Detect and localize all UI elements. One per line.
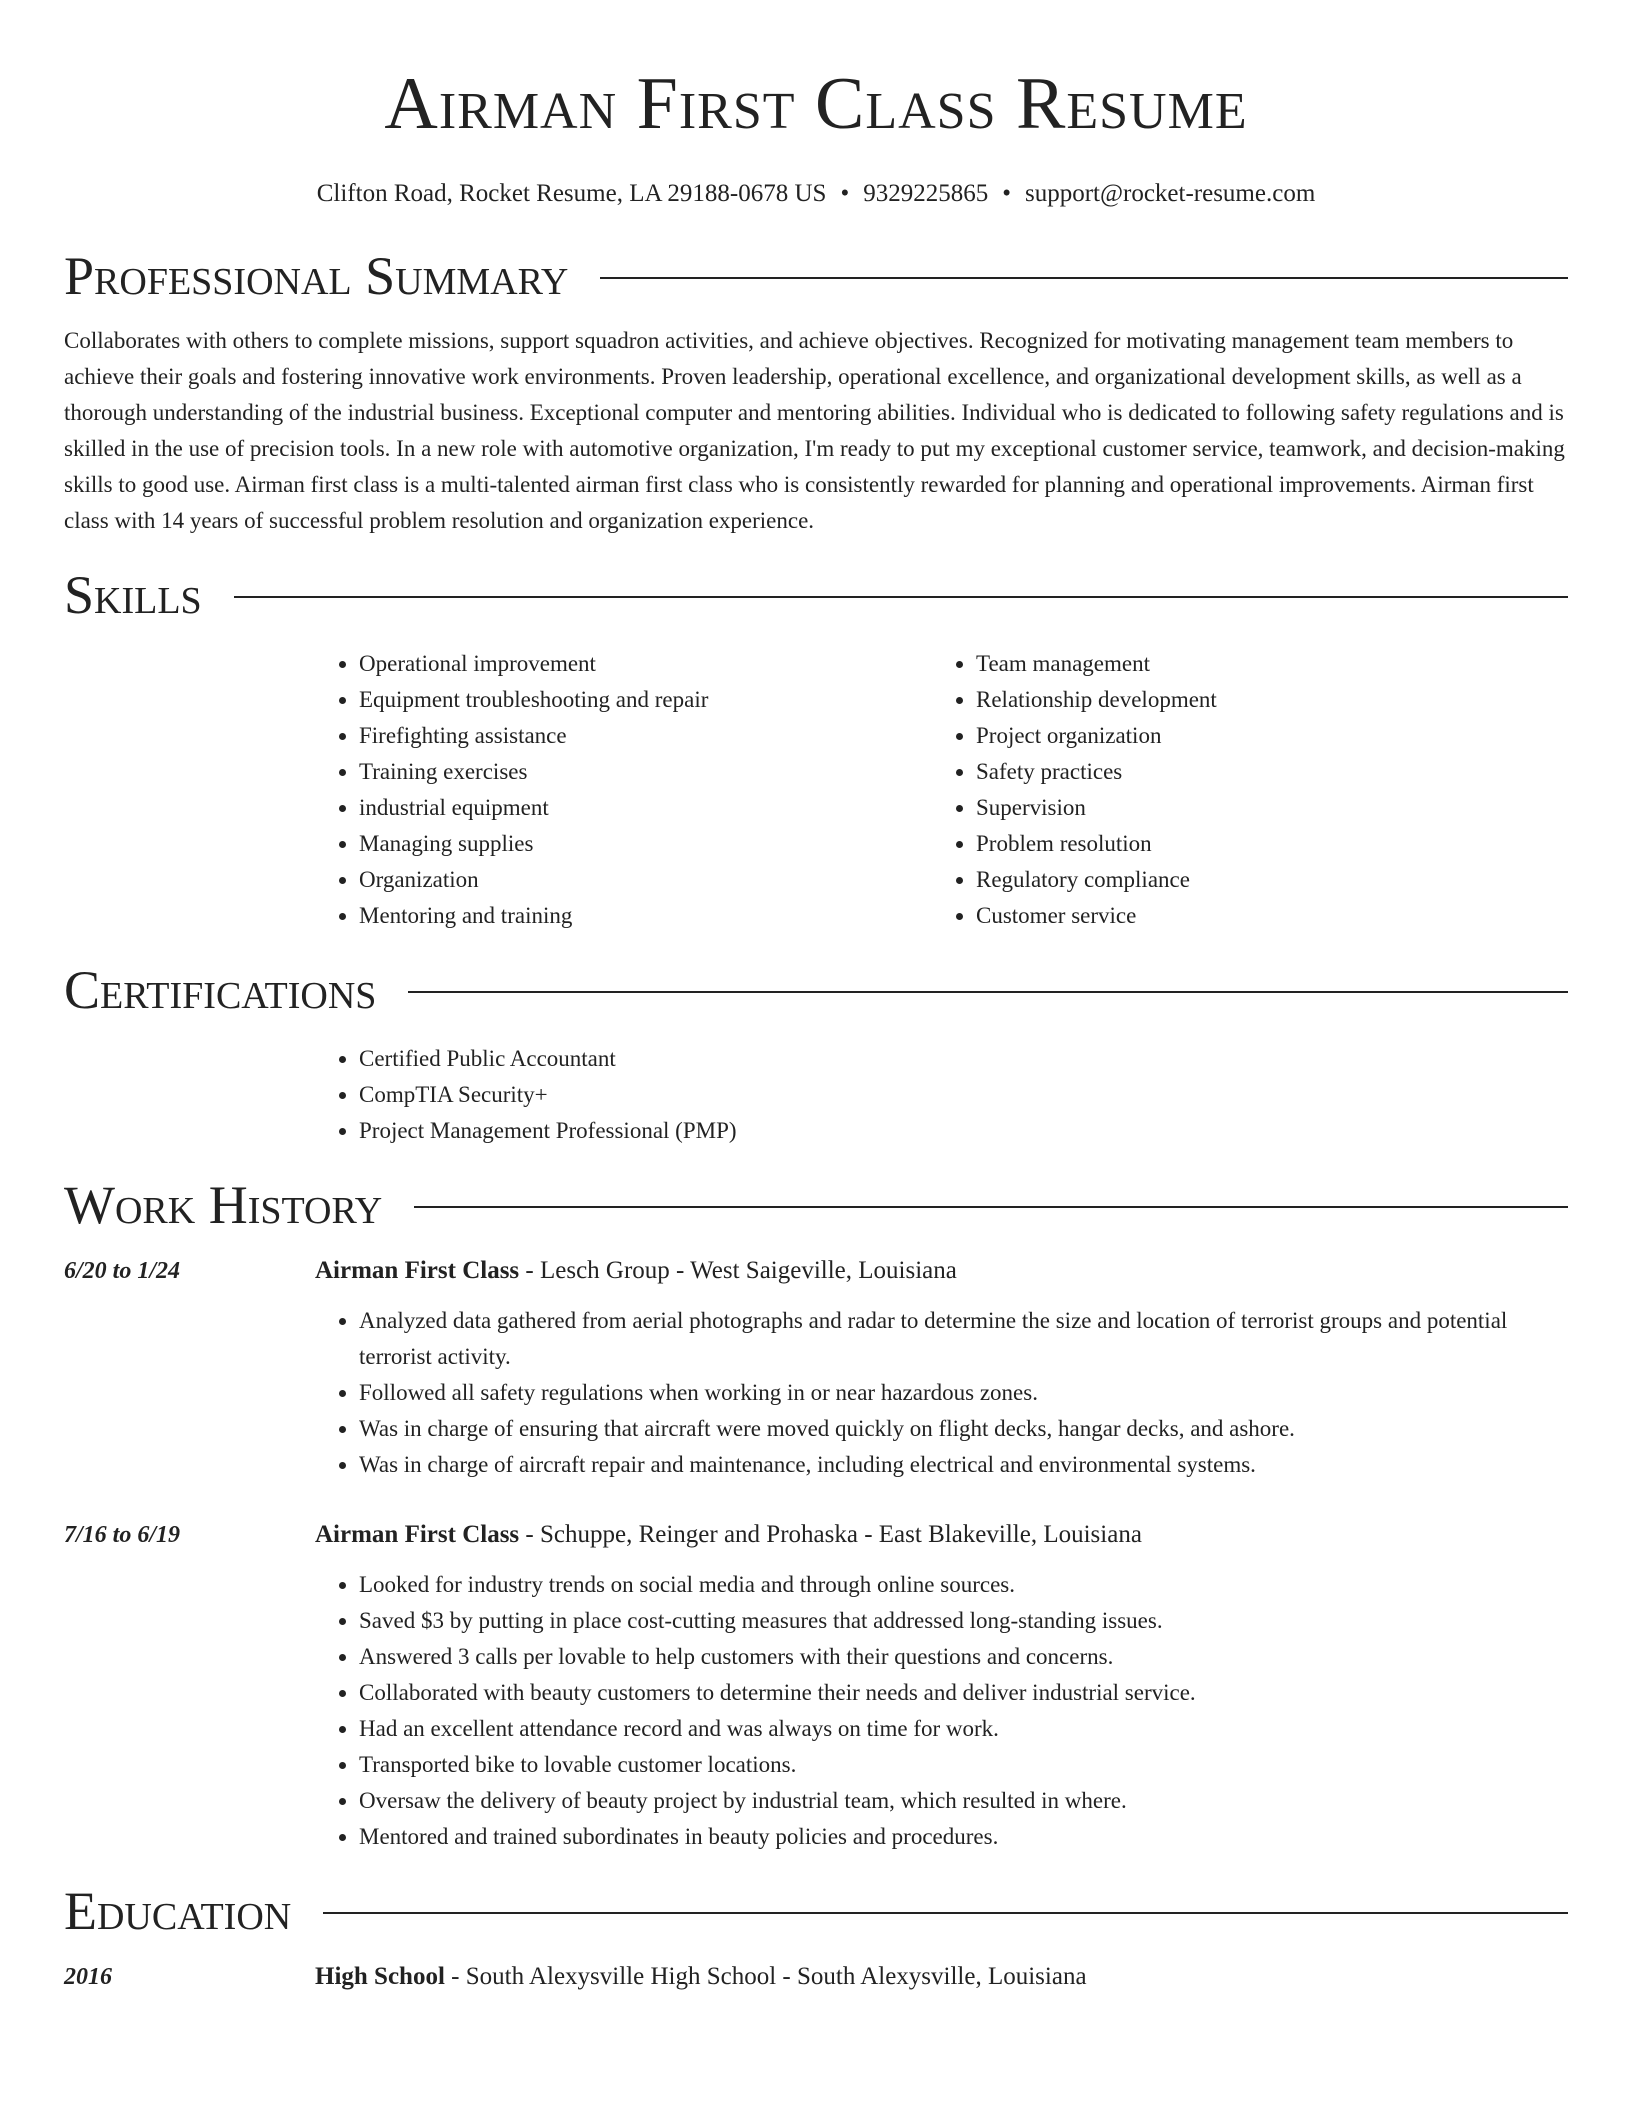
skill-item: • Safety practices bbox=[976, 754, 1549, 790]
education-degree: High School bbox=[315, 1963, 445, 1990]
job-entry bbox=[64, 1253, 1568, 1483]
job-duties-list bbox=[315, 1303, 1568, 1483]
section-divider bbox=[414, 1206, 1568, 1208]
job-entry bbox=[64, 1517, 1568, 1855]
skill-item: • Project organization bbox=[976, 718, 1549, 754]
certifications-list bbox=[315, 1041, 1568, 1149]
education-entry bbox=[64, 1959, 1568, 1995]
skill-item: • Supervision bbox=[976, 790, 1549, 826]
job-title-line bbox=[315, 1253, 1568, 1289]
skills-list bbox=[315, 646, 1568, 934]
skill-item: • Organization bbox=[359, 862, 932, 898]
job-duty: • Had an excellent attendance record and was always on time for work. bbox=[359, 1711, 1568, 1747]
job-title: Airman First Class bbox=[315, 1521, 520, 1548]
certifications-heading: Certifications bbox=[64, 960, 377, 1020]
education-heading: Education bbox=[64, 1881, 292, 1941]
section-divider bbox=[600, 277, 1568, 279]
education-school-location: - South Alexysville High School - South Alexysville, Louisiana bbox=[444, 1963, 1087, 1990]
contact-address: Clifton Road, Rocket Resume, LA 29188-0678 US bbox=[316, 180, 827, 207]
certification-item: • Certified Public Accountant bbox=[359, 1041, 1568, 1077]
skill-item: • Managing supplies bbox=[359, 826, 932, 862]
certification-item: • CompTIA Security+ bbox=[359, 1077, 1568, 1113]
summary-text: Collaborates with others to complete missions, support squadron activities, and achieve objectives. Recognized for motivating management team members to achieve their goals and fostering innovative work environments. Proven leadership, operational excellence, and organizational development skills, as well as a thorough understanding of the industrial business. Exceptional computer and mentoring abilities. Individual who is dedicated to following safety regulations and is skilled in the use of precision tools. In a new role with automotive organization, I'm ready to put my exceptional customer service, teamwork, and decision-making skills to good use. Airman first class is a multi-talented airman first class who is consistently rewarded for planning and operational improvements. Airman first class with 14 years of successful problem resolution and organization experience. bbox=[64, 328, 1565, 533]
education-line bbox=[315, 1959, 1568, 1995]
skill-item: • Problem resolution bbox=[976, 826, 1549, 862]
certification-item: • Project Management Professional (PMP) bbox=[359, 1113, 1568, 1149]
section-divider bbox=[323, 1912, 1568, 1914]
job-dates: 6/20 to 1/24 bbox=[64, 1258, 181, 1284]
section-divider bbox=[408, 991, 1568, 993]
job-dates: 7/16 to 6/19 bbox=[64, 1522, 181, 1548]
skill-item: • Training exercises bbox=[359, 754, 932, 790]
job-title-line bbox=[315, 1517, 1568, 1553]
certifications-section-header bbox=[64, 960, 1568, 1020]
job-duty: • Collaborated with beauty customers to determine their needs and deliver industrial service. bbox=[359, 1675, 1568, 1711]
skills-column-right bbox=[932, 646, 1549, 934]
education-body bbox=[315, 1959, 1568, 1995]
summary-section-header bbox=[64, 246, 1568, 306]
job-company-location: - Schuppe, Reinger and Prohaska - East Blakeville, Louisiana bbox=[519, 1521, 1142, 1548]
contact-phone: 9329225865 bbox=[863, 180, 989, 207]
summary-heading: Professional Summary bbox=[64, 246, 569, 306]
job-duty: • Followed all safety regulations when working in or near hazardous zones. bbox=[359, 1375, 1568, 1411]
education-section-header bbox=[64, 1881, 1568, 1941]
job-duty: • Analyzed data gathered from aerial photographs and radar to determine the size and location of terrorist groups and potential terrorist activity. bbox=[359, 1303, 1568, 1375]
skill-item: • Relationship development bbox=[976, 682, 1549, 718]
skills-section-header bbox=[64, 565, 1568, 625]
section-divider bbox=[234, 596, 1568, 598]
job-duty: • Transported bike to lovable customer locations. bbox=[359, 1747, 1568, 1783]
job-duties-list bbox=[315, 1567, 1568, 1855]
skills-column-left bbox=[315, 646, 932, 934]
job-title: Airman First Class bbox=[315, 1257, 520, 1284]
skills-heading: Skills bbox=[64, 565, 202, 625]
job-duty: • Was in charge of aircraft repair and maintenance, including electrical and environmental systems. bbox=[359, 1447, 1568, 1483]
job-duty: • Answered 3 calls per lovable to help customers with their questions and concerns. bbox=[359, 1639, 1568, 1675]
skill-item: • Operational improvement bbox=[359, 646, 932, 682]
contact-separator: • bbox=[840, 180, 850, 207]
skill-item: • Firefighting assistance bbox=[359, 718, 932, 754]
job-duty: • Mentored and trained subordinates in beauty policies and procedures. bbox=[359, 1819, 1568, 1855]
contact-separator: • bbox=[1002, 180, 1011, 207]
skill-item: • Team management bbox=[976, 646, 1549, 682]
contact-line bbox=[64, 181, 1568, 206]
job-body bbox=[315, 1517, 1568, 1855]
job-company-location: - Lesch Group - West Saigeville, Louisiana bbox=[519, 1257, 957, 1284]
job-body bbox=[315, 1253, 1568, 1483]
skill-item: • Mentoring and training bbox=[359, 898, 932, 934]
skill-item: • industrial equipment bbox=[359, 790, 932, 826]
education-year: 2016 bbox=[64, 1964, 112, 1990]
job-duty: • Oversaw the delivery of beauty project by industrial team, which resulted in where. bbox=[359, 1783, 1568, 1819]
skill-item: • Regulatory compliance bbox=[976, 862, 1549, 898]
job-duty: • Saved $3 by putting in place cost-cutting measures that addressed long-standing issues. bbox=[359, 1603, 1568, 1639]
job-duty: • Was in charge of ensuring that aircraft were moved quickly on flight decks, hangar decks, and ashore. bbox=[359, 1411, 1568, 1447]
resume-title: Airman First Class Resume bbox=[384, 63, 1248, 145]
job-duty: • Looked for industry trends on social media and through online sources. bbox=[359, 1567, 1568, 1603]
work-history-section-header bbox=[64, 1175, 1568, 1235]
skill-item: • Customer service bbox=[976, 898, 1549, 934]
work-history-heading: Work History bbox=[64, 1175, 383, 1235]
contact-email[interactable]: support@rocket-resume.com bbox=[1024, 180, 1316, 207]
skill-item: • Equipment troubleshooting and repair bbox=[359, 682, 932, 718]
